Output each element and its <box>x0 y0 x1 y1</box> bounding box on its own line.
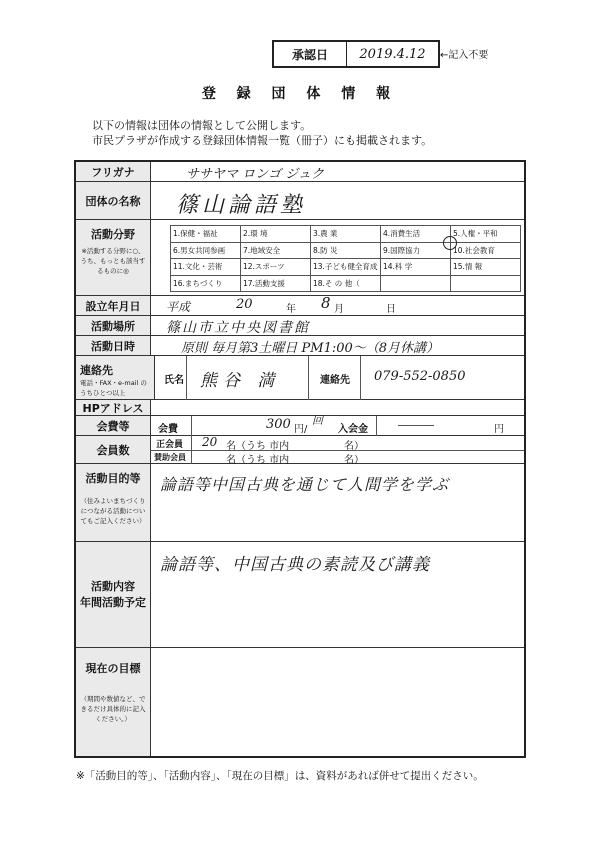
fee-amount[interactable]: 300 <box>266 417 291 432</box>
row-fee <box>76 416 524 436</box>
field-option[interactable]: 16.まちづくり <box>171 276 241 293</box>
fee-label: 会費 <box>158 424 178 435</box>
purpose-value[interactable]: 論語等中国古典を通じて人間学を学ぶ <box>160 475 450 494</box>
intro-line-2: 市民プラザが作成する登録団体情報一覧（冊子）にも掲載されます。 <box>92 134 433 147</box>
label-field-note: ※活動する分野に○、うち、もっとも該当するものに◎ <box>80 247 146 275</box>
label-fee: 会費等 <box>76 416 151 435</box>
era-value[interactable]: 平成 <box>166 300 191 314</box>
support-unit2: 名） <box>344 455 364 466</box>
row-field <box>76 220 524 296</box>
month-value[interactable]: 8 <box>321 294 331 312</box>
field-option[interactable] <box>451 276 521 293</box>
divider <box>186 356 187 400</box>
label-contact-note2: うちひとつ以上 <box>80 389 126 397</box>
approval-box <box>272 40 440 68</box>
field-option[interactable]: 10.社会教育 <box>451 243 521 260</box>
field-option[interactable]: 11.文化・芸術 <box>171 259 241 276</box>
place-value[interactable]: 篠山市立中央図書館 <box>166 320 310 336</box>
phone-value[interactable]: 079-552-0850 <box>374 369 466 384</box>
divider <box>191 436 192 464</box>
content-value[interactable]: 論語等、中国古典の素読及び講義 <box>160 555 430 575</box>
row-content <box>76 542 524 648</box>
approval-date[interactable]: 2019.4.12 <box>359 46 426 62</box>
divider <box>191 416 192 436</box>
person-value[interactable]: 熊谷 満 <box>200 371 281 391</box>
label-goal-title: 現在の目標 <box>85 662 141 675</box>
label-goal <box>76 648 151 756</box>
entry-value[interactable]: ――― <box>398 418 434 432</box>
label-purpose-note: （住みよいまちづくりにつながる活動についてもご記入ください） <box>80 497 146 525</box>
entry-fee-label: 入会金 <box>338 424 368 435</box>
day-unit: 日 <box>386 304 396 315</box>
intro-text <box>92 118 432 148</box>
field-option[interactable] <box>381 276 451 293</box>
contact-no-label: 連絡先 <box>320 375 350 386</box>
field-option[interactable]: 18.そ の 他（ <box>311 276 381 293</box>
field-option[interactable]: 8.防 災 <box>311 243 381 260</box>
label-goal-note: （期間や数値など、できるだけ具体的に記入ください。） <box>80 695 146 723</box>
label-contact <box>76 356 155 399</box>
divider <box>308 356 309 400</box>
label-datetime: 活動日時 <box>76 336 151 355</box>
divider <box>150 450 524 451</box>
label-field-title: 活動分野 <box>91 228 135 241</box>
label-purpose-title: 活動目的等 <box>85 472 141 485</box>
year-unit: 年 <box>286 304 296 315</box>
field-option[interactable]: 13.子ども健全育成 <box>311 259 381 276</box>
year-value[interactable]: 20 <box>236 297 253 312</box>
name-value[interactable]: 篠山論語塾 <box>176 193 307 218</box>
field-option[interactable]: 6.男女共同参画 <box>171 243 241 260</box>
approval-label: 承認日 <box>274 42 347 66</box>
row-hp <box>76 400 524 416</box>
field-option[interactable]: 3.農 業 <box>311 226 381 243</box>
page-title: 登 録 団 体 情 報 <box>201 86 399 102</box>
row-furigana <box>76 162 524 182</box>
label-members: 会員数 <box>76 436 151 463</box>
fee-per[interactable]: 回 <box>312 414 323 427</box>
divider <box>376 416 377 436</box>
field-grid <box>170 225 521 292</box>
datetime-value[interactable]: 原則 毎月第3土曜日 PM1:00〜（8月休講） <box>181 341 440 356</box>
support-unit: 名（うち 市内 <box>226 455 290 466</box>
field-option[interactable]: 1.保健・福祉 <box>171 226 241 243</box>
regular-label: 正会員 <box>156 440 184 450</box>
month-unit: 月 <box>334 304 344 315</box>
yen-unit: 円 <box>494 424 504 435</box>
person-label: 氏名 <box>164 375 184 386</box>
row-purpose <box>76 464 524 542</box>
regular-unit: 名（うち 市内 <box>226 441 290 452</box>
furigana-value[interactable]: ササヤマ ロンゴ ジュク <box>186 167 325 182</box>
circle-mark <box>443 236 457 250</box>
row-members <box>76 436 524 464</box>
row-contact <box>76 356 524 400</box>
label-founded: 設立年月日 <box>76 296 151 315</box>
registration-form <box>74 160 526 758</box>
row-founded <box>76 296 524 316</box>
label-purpose <box>76 464 151 541</box>
row-name <box>76 182 524 220</box>
field-option[interactable]: 4.消費生活 <box>381 226 451 243</box>
label-contact-note: 電話・FAX・e-mail の <box>80 379 147 387</box>
label-contact-title: 連絡先 <box>80 364 113 377</box>
field-option[interactable]: 17.活動支援 <box>241 276 311 293</box>
field-option[interactable]: 14.科 学 <box>381 259 451 276</box>
intro-line-1: 以下の情報は団体の情報として公開します。 <box>92 119 312 132</box>
regular-count[interactable]: 20 <box>202 435 218 449</box>
field-option[interactable]: 9.国際協力 <box>381 243 451 260</box>
support-label: 賛助会員 <box>154 453 186 462</box>
label-field <box>76 220 151 295</box>
field-option[interactable]: 5.人権・平和 <box>451 226 521 243</box>
row-datetime <box>76 336 524 356</box>
approval-note: ←記入不要 <box>440 50 489 61</box>
label-content: 活動内容 年間活動予定 <box>76 542 151 647</box>
label-name: 団体の名称 <box>76 182 151 219</box>
field-option[interactable]: 2.環 境 <box>241 226 311 243</box>
field-option[interactable]: 15.情 報 <box>451 259 521 276</box>
field-option[interactable]: 12.スポーツ <box>241 259 311 276</box>
label-place: 活動場所 <box>76 316 151 335</box>
row-place <box>76 316 524 336</box>
fee-unit: 円/ <box>294 424 308 435</box>
label-hp: HPアドレス <box>76 400 151 415</box>
footer-note: ※「活動目的等」、「活動内容」、「現在の目標」は、資料があれば併せて提出ください。 <box>76 770 484 782</box>
field-option[interactable]: 7.地域安全 <box>241 243 311 260</box>
divider <box>360 356 361 400</box>
regular-unit2: 名） <box>344 441 364 452</box>
label-furigana: フリガナ <box>76 162 151 181</box>
row-goal <box>76 648 524 756</box>
